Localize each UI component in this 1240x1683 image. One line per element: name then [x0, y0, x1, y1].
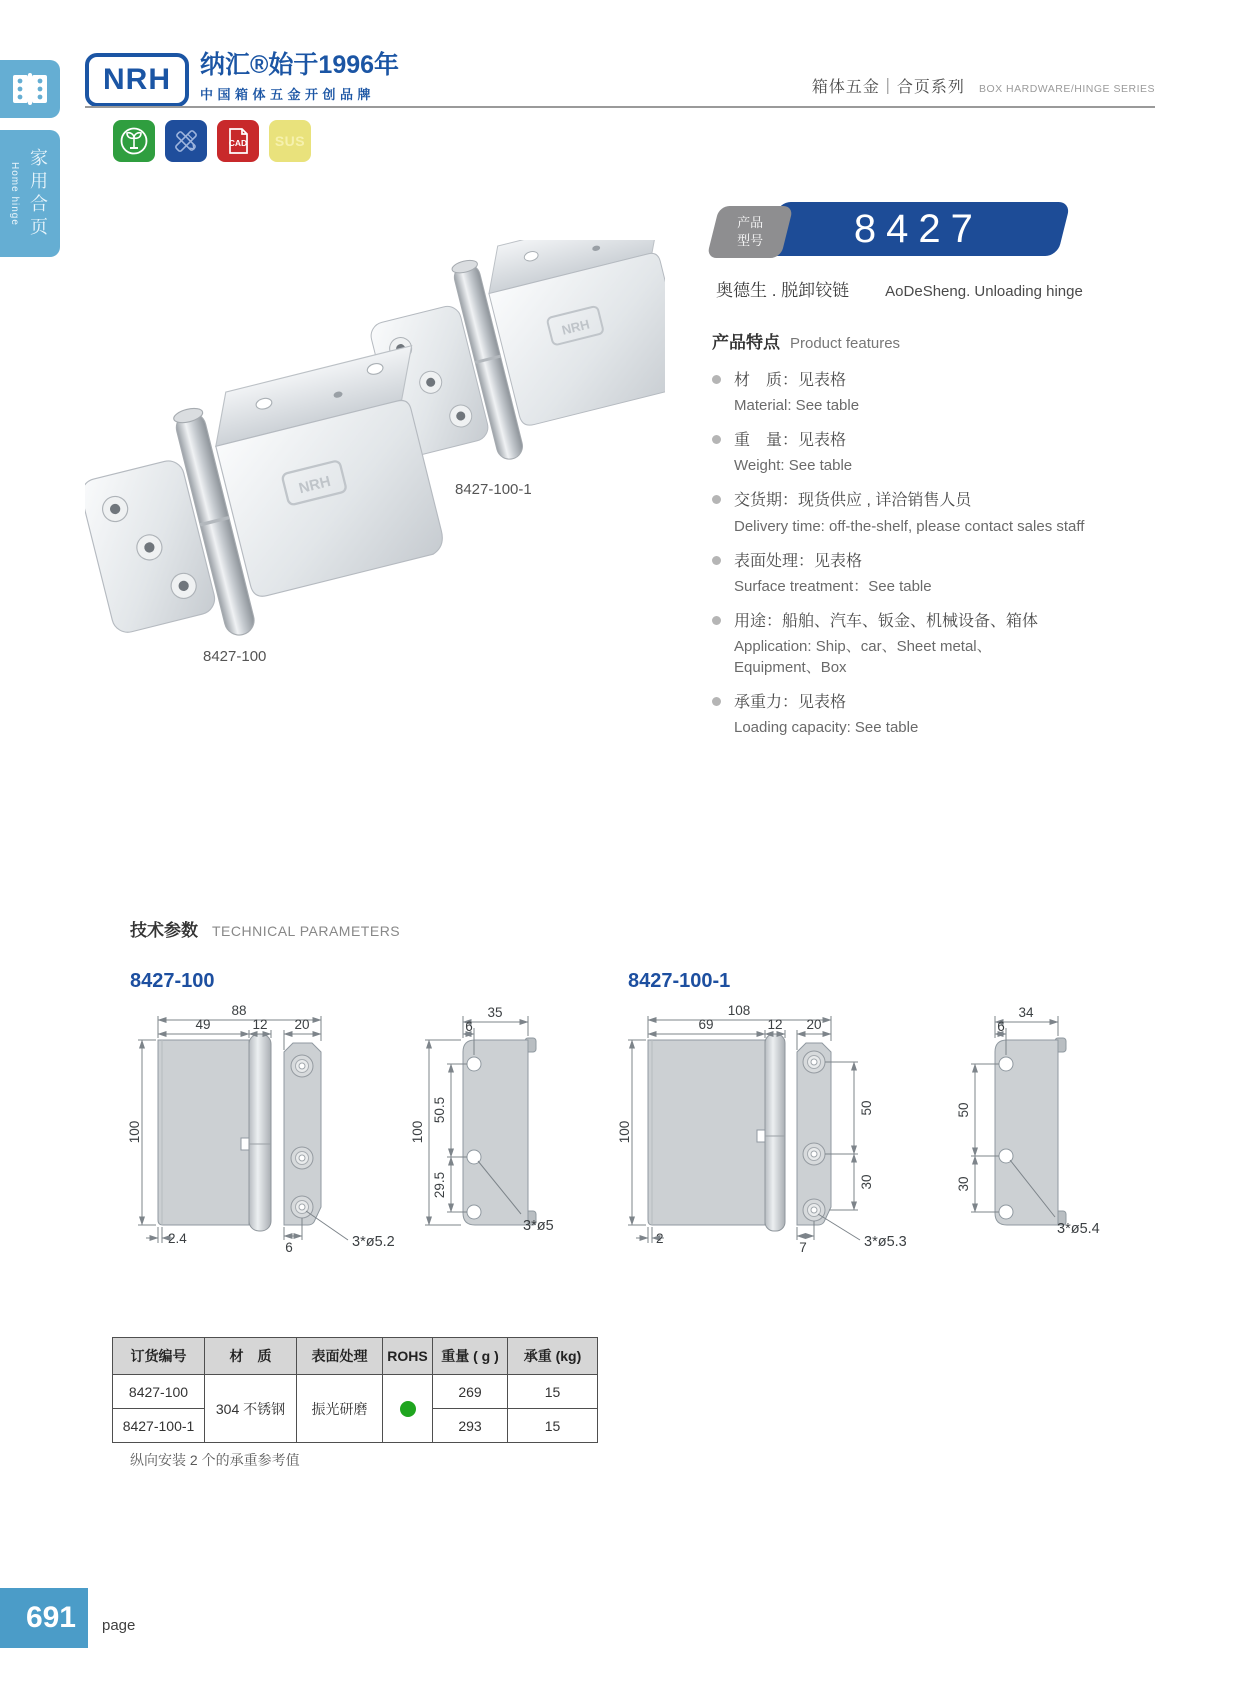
svg-text:3*ø5: 3*ø5 [523, 1218, 554, 1234]
svg-text:35: 35 [487, 1005, 503, 1020]
svg-text:100: 100 [127, 1120, 142, 1144]
drawing-8427-100-1-side [945, 1000, 1125, 1256]
svg-text:20: 20 [294, 1017, 310, 1032]
brand-title: 纳汇®始于1996年 [200, 51, 400, 79]
svg-text:2.4: 2.4 [168, 1231, 187, 1246]
eco-icon [113, 120, 155, 162]
drawing-8427-100-side [405, 1000, 585, 1256]
feature-weight: 重 量：见表格 Weight: See table [712, 429, 1162, 476]
feature-application: 用途：船舶、汽车、钣金、机械设备、箱体 Application: Ship、car、Sheet metal、Equipment、Box [712, 610, 1162, 678]
svg-text:3*ø5.3: 3*ø5.3 [864, 1234, 907, 1250]
cell-material: 304 不锈钢 [205, 1375, 297, 1443]
col-surface: 表面处理 [297, 1338, 383, 1375]
product-model: 8427 [853, 206, 983, 251]
nrh-logo: NRH [85, 53, 189, 107]
col-weight: 重量 ( g ) [433, 1338, 508, 1375]
series-title-cn: 箱体五金｜合页系列 [811, 79, 965, 96]
badge-line2: 型号 [736, 233, 763, 248]
sus-icon-label: SUS [274, 133, 306, 149]
svg-text:20: 20 [806, 1017, 822, 1032]
brand-subtitle: 中国箱体五金开创品牌 [200, 86, 376, 102]
series-title-en: BOX HARDWARE/HINGE SERIES [978, 83, 1155, 95]
svg-text:7: 7 [799, 1240, 807, 1255]
cell-surface: 振光研磨 [297, 1375, 383, 1443]
svg-text:3*ø5.4: 3*ø5.4 [1057, 1221, 1100, 1237]
part-outline [648, 1034, 831, 1231]
rohs-pass-dot [400, 1401, 416, 1417]
feature-surface: 表面处理：见表格 Surface treatment：See table [712, 550, 1162, 597]
page-number-box [0, 1588, 88, 1648]
spec-table-header-row [113, 1338, 598, 1375]
sidebar-category-en: Home hinge [9, 161, 20, 226]
col-order-no: 订货编号 [113, 1338, 205, 1375]
brand-block [200, 52, 399, 103]
product-name-en: AoDeSheng. Unloading hinge [885, 283, 1083, 300]
photo-label-8427-100: 8427-100 [203, 648, 267, 665]
svg-text:50: 50 [956, 1102, 971, 1118]
cell-weight: 269 [433, 1375, 508, 1409]
hinge-icon [11, 73, 49, 105]
sidebar-hinge-tab[interactable] [0, 60, 60, 118]
sus-icon [269, 120, 311, 162]
feature-delivery: 交货期：现货供应 , 详洽销售人员 Delivery time: off-the-shelf, please contact sales staff [712, 489, 1162, 536]
product-subtitle [716, 276, 1083, 301]
bullet-icon [712, 616, 721, 625]
svg-text:34: 34 [1018, 1005, 1034, 1020]
series-header [812, 74, 1155, 97]
svg-text:29.5: 29.5 [432, 1171, 447, 1199]
svg-text:30: 30 [956, 1176, 971, 1192]
cell-load: 15 [508, 1409, 598, 1443]
svg-text:6: 6 [285, 1240, 293, 1255]
drawing-label-8427-100-1: 8427-100-1 [628, 970, 731, 992]
product-model-banner [765, 202, 1070, 256]
svg-text:69: 69 [698, 1017, 714, 1032]
drawing-8427-100-1-front [608, 1000, 938, 1256]
svg-text:3*ø5.2: 3*ø5.2 [352, 1234, 395, 1250]
product-model-badge [707, 206, 794, 258]
svg-text:2: 2 [656, 1231, 664, 1246]
svg-text:88: 88 [231, 1003, 247, 1018]
svg-text:50: 50 [859, 1100, 874, 1116]
product-photo [85, 240, 665, 670]
svg-text:NRH: NRH [560, 316, 592, 338]
tech-title-en: TECHNICAL PARAMETERS [212, 923, 401, 939]
table-row [113, 1375, 598, 1409]
bullet-icon [712, 375, 721, 384]
cell-order-no: 8427-100 [113, 1375, 205, 1409]
product-features [712, 328, 1162, 751]
sidebar-category-cn: 家用合页 [28, 147, 48, 240]
bullet-icon [712, 556, 721, 565]
technical-parameters-title [130, 916, 400, 941]
tools-icon [165, 120, 207, 162]
spec-table [112, 1337, 598, 1443]
cell-weight: 293 [433, 1409, 508, 1443]
svg-text:108: 108 [727, 1003, 751, 1018]
col-load: 承重 (kg) [508, 1338, 598, 1375]
cad-icon-label: CAD [228, 138, 248, 148]
features-title-en: Product features [790, 335, 901, 352]
svg-text:30: 30 [859, 1174, 874, 1190]
part-outline [158, 1034, 321, 1231]
svg-text:100: 100 [617, 1120, 632, 1144]
bullet-icon [712, 435, 721, 444]
svg-text:12: 12 [767, 1017, 783, 1032]
drawing-label-8427-100: 8427-100 [130, 970, 215, 992]
badge-line1: 产品 [736, 215, 763, 231]
svg-text:12: 12 [252, 1017, 268, 1032]
certification-icons [113, 120, 311, 162]
svg-text:100: 100 [410, 1120, 425, 1144]
features-title-cn: 产品特点 [712, 333, 780, 352]
tech-title-cn: 技术参数 [130, 921, 198, 940]
sidebar-category-tab[interactable] [0, 130, 60, 257]
part-outline [463, 1038, 536, 1225]
col-material: 材 质 [205, 1338, 297, 1375]
svg-text:6: 6 [465, 1019, 473, 1034]
svg-text:49: 49 [195, 1017, 211, 1032]
table-footnote: 纵向安装 2 个的承重参考值 [130, 1452, 300, 1468]
feature-material: 材 质：见表格 Material: See table [712, 369, 1162, 416]
page-number: 691 [25, 1601, 76, 1634]
bullet-icon [712, 495, 721, 504]
feature-loading: 承重力：见表格 Loading capacity: See table [712, 691, 1162, 738]
col-rohs: ROHS [383, 1338, 433, 1375]
bullet-icon [712, 697, 721, 706]
cad-icon [217, 120, 259, 162]
svg-text:NRH: NRH [297, 473, 333, 498]
svg-text:6: 6 [997, 1019, 1005, 1034]
svg-text:50.5: 50.5 [432, 1096, 447, 1124]
header-divider [85, 106, 1155, 108]
page-label: page [102, 1617, 136, 1634]
cell-load: 15 [508, 1375, 598, 1409]
photo-label-8427-100-1: 8427-100-1 [455, 481, 532, 498]
product-name-cn: 奥德生 . 脱卸铰链 [716, 281, 850, 300]
cell-order-no: 8427-100-1 [113, 1409, 205, 1443]
cell-rohs [383, 1375, 433, 1443]
drawing-8427-100-front [116, 1000, 400, 1256]
part-outline [995, 1038, 1066, 1225]
